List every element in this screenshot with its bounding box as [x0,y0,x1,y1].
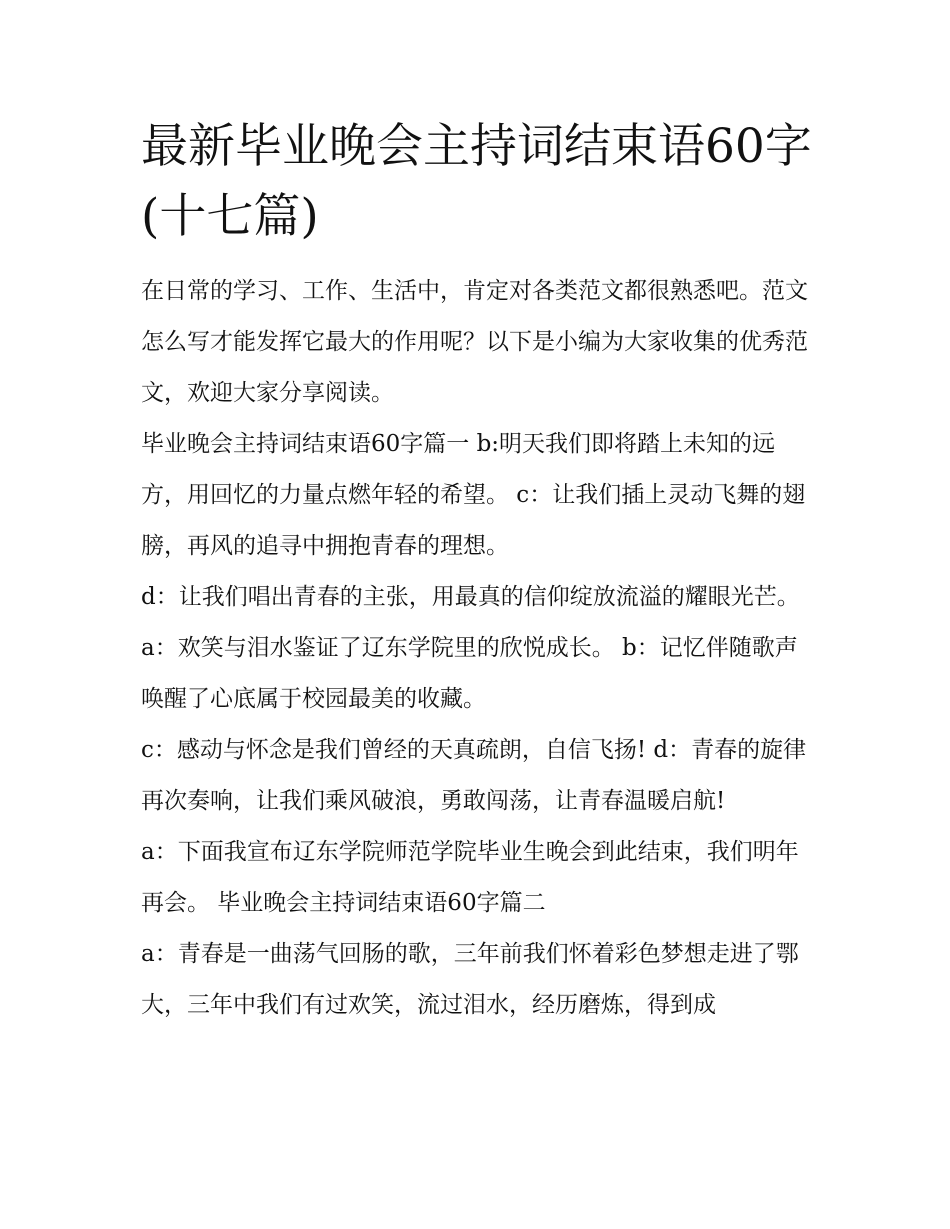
paragraph-5: a：青春是一曲荡气回肠的歌，三年前我们怀着彩色梦想走进了鄂大，三年中我们有过欢笑，流过泪水，经历磨炼，得到成 [141,941,799,1018]
paragraph-3: c：感动与怀念是我们曾经的天真疏朗，自信飞扬! d：青春的旋律再次奏响，让我们乘风破浪，勇敢闯荡，让青春温暖启航! [141,737,807,814]
document-page [141,112,816,1031]
paragraph-intro: 在日常的学习、工作、生活中，肯定对各类范文都很熟悉吧。范文怎么写才能发挥它最大的作用呢？以下是小编为大家收集的优秀范文，欢迎大家分享阅读。 [141,278,808,406]
document-title: 最新毕业晚会主持词结束语60字(十七篇) [141,119,812,244]
paragraph-4: a：下面我宣布辽东学院师范学院毕业生晚会到此结束，我们明年再会。 毕业晚会主持词结束语60字篇二 [141,839,799,916]
paragraph-2: d：让我们唱出青春的主张，用最真的信仰绽放流溢的耀眼光芒。 a：欢笑与泪水鉴证了辽东学院里的欣悦成长。 b：记忆伴随歌声唤醒了心底属于校园最美的收藏。 [141,584,800,712]
paragraph-1: 毕业晚会主持词结束语60字篇一 b:明天我们即将踏上未知的远方，用回忆的力量点燃年轻的希望。 c：让我们插上灵动飞舞的翅膀，再风的追寻中拥抱青春的理想。 [141,431,806,559]
